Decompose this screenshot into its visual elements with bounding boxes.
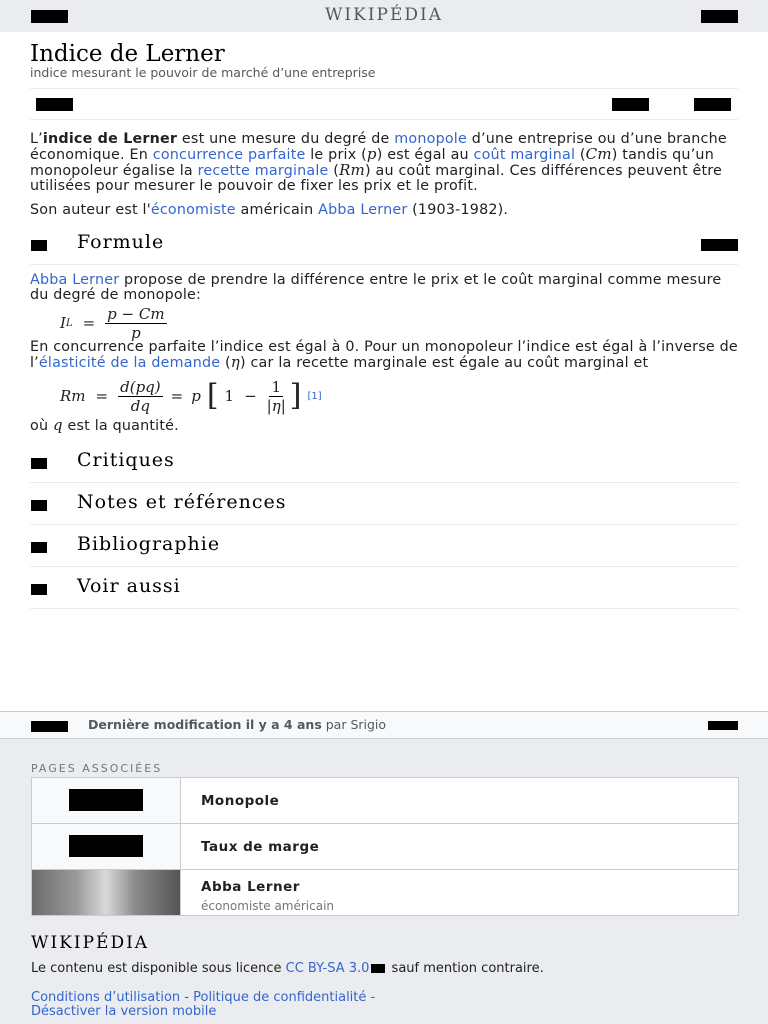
image-placeholder-icon — [69, 835, 143, 857]
page-title: Indice de Lerner — [30, 41, 225, 67]
section-title: Formule — [77, 231, 165, 253]
link-monopole[interactable]: monopole — [394, 131, 467, 147]
link-concurrence-parfaite[interactable]: concurrence parfaite — [152, 147, 306, 163]
separator: - — [366, 990, 376, 1005]
link-cout-marginal[interactable]: coût marginal — [473, 147, 576, 163]
terms-link[interactable]: Conditions d’utilisation — [31, 990, 181, 1005]
math-rm: Rm — [339, 161, 365, 179]
related-page-card[interactable] — [32, 869, 738, 915]
math-equals: = — [170, 387, 184, 405]
pencil-icon[interactable] — [694, 98, 731, 111]
equation-marginal-revenue — [60, 375, 738, 417]
chevron-icon — [31, 584, 47, 595]
chevron-right-icon — [708, 721, 738, 730]
link-recette-marginale[interactable]: recette marginale — [197, 163, 329, 179]
author-paragraph — [30, 203, 738, 218]
text: ) est égal au — [376, 147, 474, 163]
chevron-icon — [31, 500, 47, 511]
math-sub-l: L — [65, 317, 73, 329]
text: le prix ( — [305, 147, 367, 163]
intro-paragraph — [30, 132, 738, 194]
math-eta: η — [230, 353, 240, 371]
chevron-icon — [31, 240, 47, 251]
related-description: économiste américain — [201, 899, 335, 913]
math-i: I — [60, 314, 66, 332]
text: est la quantité. — [62, 418, 179, 434]
related-title: Taux de marge — [201, 839, 320, 855]
text: Le contenu est disponible sous licence — [31, 961, 286, 976]
math-fraction — [267, 378, 286, 415]
section-formule-header[interactable] — [30, 226, 738, 265]
math-numerator: d(pq) — [120, 377, 161, 396]
math-rm: Rm — [60, 387, 86, 405]
reference-link[interactable]: [1] — [307, 390, 322, 402]
related-thumbnail — [32, 778, 181, 823]
text: propose de prendre la différence entre le prix et le coût marginal comme mesure du degré de monopole: — [30, 272, 722, 303]
math-bracket-right: ] — [289, 378, 302, 413]
separator: - — [180, 990, 194, 1005]
math-cm: Cm — [585, 145, 612, 163]
section-title: Voir aussi — [77, 575, 181, 597]
math-fraction — [118, 378, 163, 415]
bold-term: indice de Lerner — [42, 131, 178, 147]
section-title: Critiques — [77, 449, 175, 471]
text: (1903-1982). — [407, 202, 509, 218]
last-modified-text — [88, 717, 386, 732]
related-thumbnail — [32, 824, 181, 869]
text: ( — [220, 355, 231, 371]
text: ) tandis qu’un monopoleur égalise la — [30, 147, 714, 179]
page-tagline: indice mesurant le pouvoir de marché d’une entreprise — [30, 65, 376, 80]
section-critiques-header[interactable] — [30, 444, 738, 483]
text: L’ — [30, 131, 43, 147]
link-elasticite[interactable]: élasticité de la demande — [38, 355, 221, 371]
external-link-icon — [371, 964, 385, 973]
math-numerator: p − Cm — [107, 304, 165, 323]
text: où — [30, 418, 53, 434]
pencil-icon[interactable] — [701, 239, 738, 251]
star-icon[interactable] — [612, 98, 649, 111]
math-bracket-left: [ — [206, 378, 219, 413]
related-title: Monopole — [201, 793, 280, 809]
footer-wikipedia-logo: WIKIPÉDIA — [31, 933, 150, 953]
related-pages-heading: PAGES ASSOCIÉES — [31, 762, 163, 775]
link-abba-lerner[interactable]: Abba Lerner — [30, 272, 120, 288]
last-modified-bar[interactable] — [0, 711, 768, 739]
section-title: Bibliographie — [77, 533, 221, 555]
image-placeholder-icon — [69, 789, 143, 811]
text: d’une entreprise ou d’une branche économique. En — [30, 131, 727, 163]
math-p: p — [191, 387, 201, 405]
text: ( — [575, 147, 586, 163]
text: Son auteur est l' — [30, 202, 151, 218]
last-modified-date: Dernière modification il y a 4 ans — [88, 717, 322, 732]
footer — [0, 711, 768, 1024]
related-page-card[interactable] — [32, 823, 738, 869]
math-numerator: 1 — [271, 377, 281, 396]
quantity-paragraph — [30, 418, 738, 434]
math-denominator: p — [131, 323, 141, 342]
related-page-card[interactable] — [32, 778, 738, 823]
text: américain — [235, 202, 319, 218]
text: est une mesure du degré de — [177, 131, 395, 147]
section-title: Notes et références — [77, 491, 287, 513]
search-icon[interactable] — [701, 10, 738, 23]
related-pages-list — [31, 777, 739, 916]
chevron-icon — [31, 458, 47, 469]
link-abba-lerner[interactable]: Abba Lerner — [318, 202, 408, 218]
math-denominator: dq — [130, 396, 150, 415]
equation-lerner-index — [60, 304, 738, 342]
elasticity-paragraph — [30, 340, 738, 371]
related-thumbnail-photo — [32, 870, 181, 915]
text: ) car la recette marginale est égale au coût marginal et — [239, 355, 649, 371]
article-page — [30, 36, 738, 609]
text: En concurrence parfaite l’indice est égal à 0. Pour un monopoleur l’indice est égal à l’inverse de l’ — [30, 339, 738, 371]
math-equals: = — [95, 387, 109, 405]
math-p: p — [366, 145, 377, 163]
license-text — [31, 963, 741, 975]
formule-paragraph — [30, 273, 738, 303]
chevron-icon — [31, 542, 47, 553]
clock-icon — [31, 721, 68, 732]
math-fraction — [105, 305, 166, 342]
language-icon[interactable] — [36, 98, 73, 111]
page-actions-bar — [30, 88, 738, 120]
last-modified-editor: par Srigio — [321, 717, 387, 732]
privacy-link[interactable]: Politique de confidentialité — [193, 990, 367, 1005]
text: ( — [328, 163, 340, 179]
math-denominator: |η| — [266, 396, 286, 415]
section-notes-header[interactable] — [30, 486, 738, 525]
math-minus: − — [244, 387, 257, 405]
license-link[interactable]: CC BY-SA 3.0 — [285, 961, 370, 976]
text: ) au coût marginal. Ces différences peuvent être utilisées pour mesurer le pouvoir de fixer les prix et le profit. — [30, 163, 723, 194]
section-bibliographie-header[interactable] — [30, 528, 738, 567]
text: sauf mention contraire. — [387, 961, 544, 976]
section-voir-aussi-header[interactable] — [30, 570, 738, 609]
top-bar — [0, 0, 768, 32]
related-title: Abba Lerner — [201, 879, 300, 895]
math-one: 1 — [224, 387, 235, 405]
math-equals: = — [82, 314, 96, 332]
math-q: q — [52, 416, 63, 434]
footer-links — [31, 991, 741, 1019]
link-economiste[interactable]: économiste — [150, 202, 236, 218]
desktop-version-link[interactable]: Désactiver la version mobile — [31, 1004, 217, 1019]
wikipedia-logo[interactable]: WIKIPÉDIA — [324, 5, 444, 25]
